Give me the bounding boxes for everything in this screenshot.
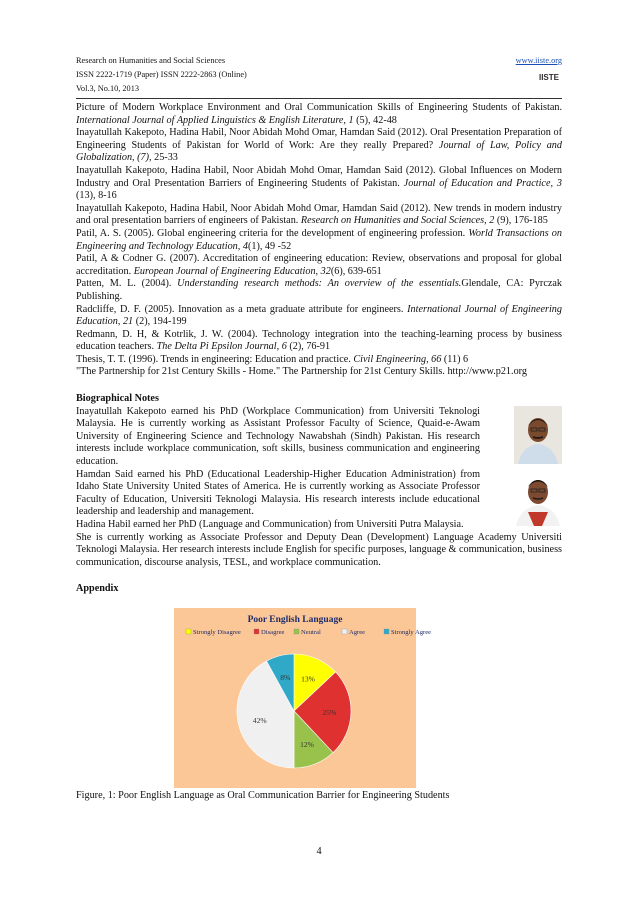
legend-swatch: [254, 629, 259, 634]
reference-text: Picture of Modern Workplace Environment and Oral Communication Skills of Engineering Students of Pakistan.: [76, 102, 562, 113]
legend-label: Strongly Disagree: [193, 629, 241, 636]
reference-source: Journal of Education and Practice, 3: [403, 177, 562, 189]
reference-text: Redmann, D. H, & Kotrlik, J. W. (2004). Technology integration into the teaching-learning process by business education teachers.: [76, 328, 562, 353]
reference-item: [76, 127, 562, 165]
reference-text: "The Partnership for 21st Century Skills - Home." The Partnership for 21st Century Skills. http://www.p21.org: [76, 366, 527, 378]
legend-item: [384, 629, 431, 636]
reference-text: Thesis, T. T. (1996). Trends in engineering: Education and practice.: [76, 353, 354, 365]
header-rule: [76, 98, 562, 99]
iiste-logo: [536, 67, 562, 84]
reference-pages: 25-33: [151, 152, 178, 164]
reference-pages: (13), 8-16: [76, 190, 117, 202]
reference-text: Inayatullah Kakepoto, Hadina Habil, Noor Abidah Mohd Omar, Hamdan Said (2012). Oral Presentation Preparation of Engineering Students of Pakistan for World of Work: Are they really Prepared?: [76, 127, 562, 151]
reference-item: [76, 329, 562, 354]
reference-source: The Delta Pi Epsilon Journal, 6: [156, 341, 287, 353]
reference-pages: (5), 42-48: [353, 114, 397, 126]
logo-text: IISTE: [538, 73, 560, 82]
bio-habil-rest: She is currently working as Associate Professor and Deputy Dean (Development) Language Academy Universiti Teknologi Malaysia. Her research interests include English for specific purposes, language & communication, business communication, discourse analysis, TESL, and workplace communication.: [76, 531, 562, 568]
reference-pages: (2), 194-199: [133, 316, 187, 328]
bio-said: Hamdan Said earned his PhD (Educational Leadership-Higher Education Administration) from Idaho State University United States of America. He is currently working as Associate Professor Faculty of Education, Universiti Teknologi Malaysia. His research interests include educational leadership and leadership and management.: [76, 468, 480, 518]
bio-habil-line1: Hadina Habil earned her PhD (Language and Communication) from Universiti Putra Malaysia.: [76, 519, 464, 530]
reference-item: [76, 278, 562, 303]
reference-pages: Glendale, CA: Pyrczak Publishing.: [76, 278, 562, 302]
slice-label: 12%: [300, 739, 314, 749]
slice-label: 25%: [322, 708, 337, 718]
reference-source: Journal of Law, Policy and Globalization, (7),: [76, 139, 562, 164]
pie-chart-svg: [174, 608, 432, 788]
reference-text: Patten, M. L. (2004).: [76, 278, 178, 290]
legend-swatch: [186, 629, 191, 634]
reference-item: [76, 228, 562, 253]
reference-text: Inayatullah Kakepoto, Hadina Habil, Noor Abidah Mohd Omar, Hamdan Said (2012). Global Influences on Modern Industry and Oral Presentation Barriers of Engineering Students of Pakistan.: [76, 164, 562, 189]
volume-line: Vol.3, No.10, 2013: [76, 84, 139, 93]
journal-url-link[interactable]: www.iiste.org: [515, 56, 562, 65]
legend-item: [294, 629, 321, 636]
reference-source: Research on Humanities and Social Sciences, 2: [300, 215, 495, 227]
reference-item: [76, 102, 562, 127]
reference-text: Patil, A. S. (2005). Global engineering criteria for the development of engineering profession.: [76, 227, 469, 239]
reference-text: Radcliffe, D. F. (2005). Innovation as a meta graduate attribute for engineers.: [76, 303, 408, 315]
legend-swatch: [294, 629, 299, 634]
reference-pages: (2), 76-91: [286, 341, 331, 353]
bio-kakepoto: Inayatullah Kakepoto earned his PhD (Workplace Communication) from Universiti Teknologi Malaysia. He is currently working as Assistant Professor Faculty of Science, Quaid-e-Awam University of Engineering Science and Technology Nawabshah (Sindh) Pakistan. His research interests include workplace communication, soft skills, business communication and engineering education.: [76, 405, 480, 468]
figure-caption: Figure, 1: Poor English Language as Oral Communication Barrier for Engineering Students: [76, 790, 450, 801]
pie-chart: [174, 608, 432, 788]
page-number: 4: [316, 846, 322, 857]
page-body: [76, 102, 562, 596]
bio-section: [76, 406, 562, 570]
legend-label: Neutral: [301, 629, 321, 636]
reference-pages: (11) 6: [441, 353, 469, 365]
reference-source: Understanding research methods: An overview of the essentials.: [177, 278, 462, 290]
bio-heading: Biographical Notes: [76, 393, 159, 405]
legend-item: [254, 629, 285, 636]
legend-label: Agree: [349, 629, 366, 636]
journal-name: Research on Humanities and Social Sciences: [76, 56, 226, 65]
slice-label: 42%: [252, 715, 267, 725]
chart-legend: [186, 629, 431, 636]
legend-swatch: [342, 629, 347, 634]
legend-item: [186, 629, 241, 636]
author-photo-kakepoto: [514, 406, 562, 464]
page-header: [76, 54, 562, 96]
reference-item: [76, 203, 562, 228]
legend-item: [342, 629, 365, 636]
reference-source: International Journal of Engineering Education, 21: [76, 303, 562, 328]
chart-title: Poor English Language: [247, 615, 343, 625]
reference-pages: (9), 176-185: [494, 215, 548, 227]
slice-label: 13%: [301, 674, 315, 684]
reference-text: Patil, A & Codner G. (2007). Accreditation of engineering education: Review, observations and proposal for global accreditation.: [76, 253, 562, 277]
reference-pages: (6), 639-651: [330, 265, 382, 277]
reference-pages: (1), 49 -52: [247, 240, 292, 252]
reference-item: [76, 354, 562, 367]
reference-source: International Journal of Applied Linguistics & English Literature, 1: [76, 114, 354, 126]
issn-line: ISSN 2222-1719 (Paper) ISSN 2222-2863 (Online): [76, 70, 247, 79]
reference-item: [76, 304, 562, 329]
author-photo-said: [514, 468, 562, 526]
reference-item: [76, 253, 562, 278]
reference-source: World Transactions on Engineering and Technology Education, 4: [76, 227, 562, 252]
reference-source: European Journal of Engineering Education, 32: [133, 265, 331, 277]
reference-item: [76, 165, 562, 203]
appendix-heading: Appendix: [76, 583, 119, 595]
reference-list: [76, 102, 562, 379]
legend-label: Disagree: [261, 629, 285, 636]
reference-item: [76, 366, 562, 379]
reference-text: Inayatullah Kakepoto, Hadina Habil, Noor Abidah Mohd Omar, Hamdan Said (2012). New trends in modern industry and oral presentation barriers of engineers of Pakistan.: [76, 202, 562, 227]
reference-source: Civil Engineering, 66: [353, 353, 442, 365]
slice-label: 8%: [280, 672, 291, 682]
legend-label: Strongly Agree: [391, 629, 432, 636]
legend-swatch: [384, 629, 389, 634]
